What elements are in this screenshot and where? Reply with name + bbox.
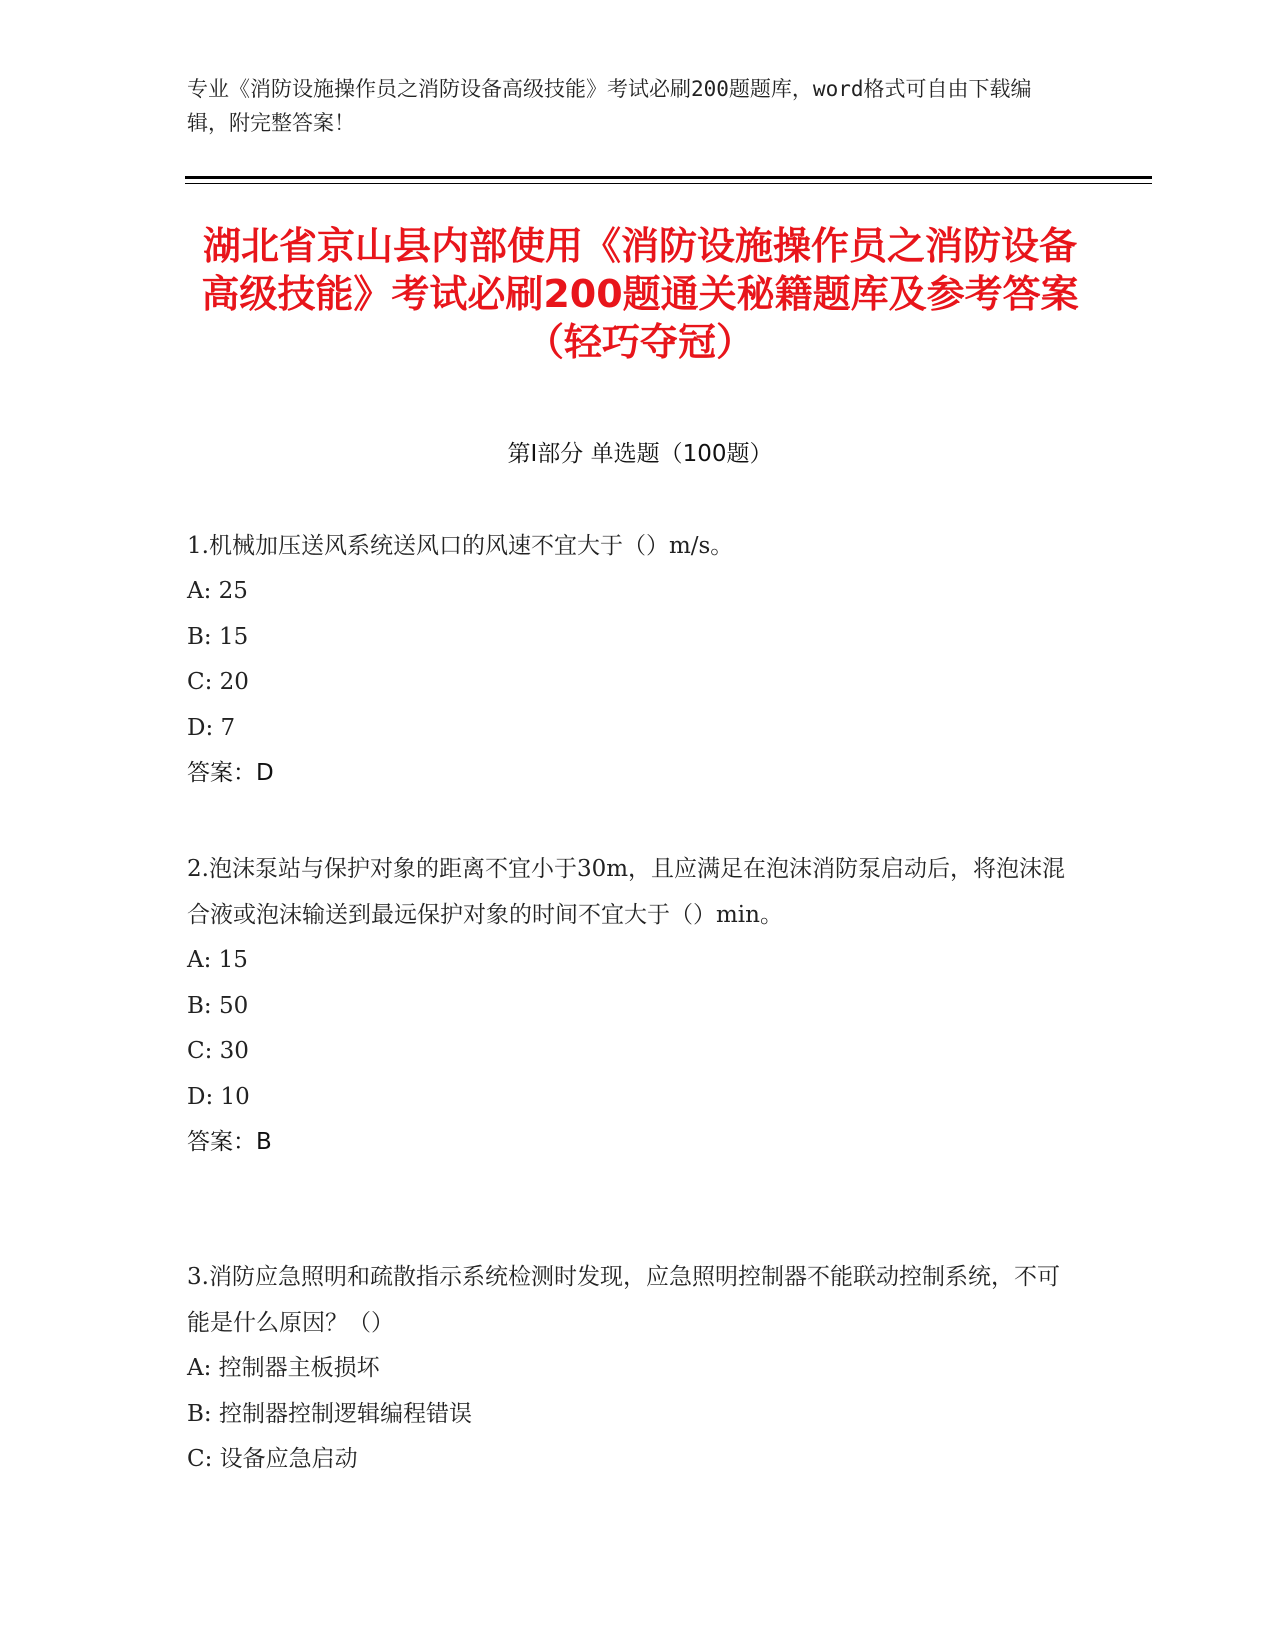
option-b: B: 15 <box>187 623 249 650</box>
option-a: A: 15 <box>187 947 248 973</box>
option-b: B: 50 <box>187 992 249 1019</box>
option-c: C: 20 <box>187 669 249 695</box>
question-1 <box>187 523 1077 796</box>
question-2 <box>187 846 1077 1165</box>
question-stem: 1.机械加压送风系统送风口的风速不宜大于（）m/s。 <box>187 533 734 559</box>
question-3 <box>187 1254 1077 1483</box>
option-c: C: 30 <box>187 1038 249 1064</box>
answer: 答案：B <box>187 1129 272 1155</box>
option-a: A: 25 <box>187 578 248 604</box>
section-heading: 第I部分 单选题（100题） <box>507 441 773 467</box>
option-b: B: 控制器控制逻辑编程错误 <box>187 1400 472 1427</box>
header-rule-thick <box>185 176 1152 179</box>
header-note: 专业《消防设施操作员之消防设备高级技能》考试必刷200题题库，word格式可自由下载编辑，附完整答案！ <box>187 77 1032 135</box>
header-rule-thin <box>185 183 1152 184</box>
answer: 答案：D <box>187 760 274 786</box>
question-stem: 2.泡沫泵站与保护对象的距离不宜小于30m，且应满足在泡沫消防泵启动后，将泡沫混合液或泡沫输送到最远保护对象的时间不宜大于（）min。 <box>187 856 1066 928</box>
option-d: D: 10 <box>187 1083 250 1110</box>
option-a: A: 控制器主板损坏 <box>187 1355 380 1381</box>
question-stem: 3.消防应急照明和疏散指示系统检测时发现，应急照明控制器不能联动控制系统，不可能是什么原因？（） <box>187 1264 1060 1336</box>
document-title: 湖北省京山县内部使用《消防设施操作员之消防设备高级技能》考试必刷200题通关秘籍题库及参考答案（轻巧夺冠） <box>201 224 1079 364</box>
option-d: D: 7 <box>187 714 236 741</box>
option-c: C: 设备应急启动 <box>187 1446 358 1472</box>
